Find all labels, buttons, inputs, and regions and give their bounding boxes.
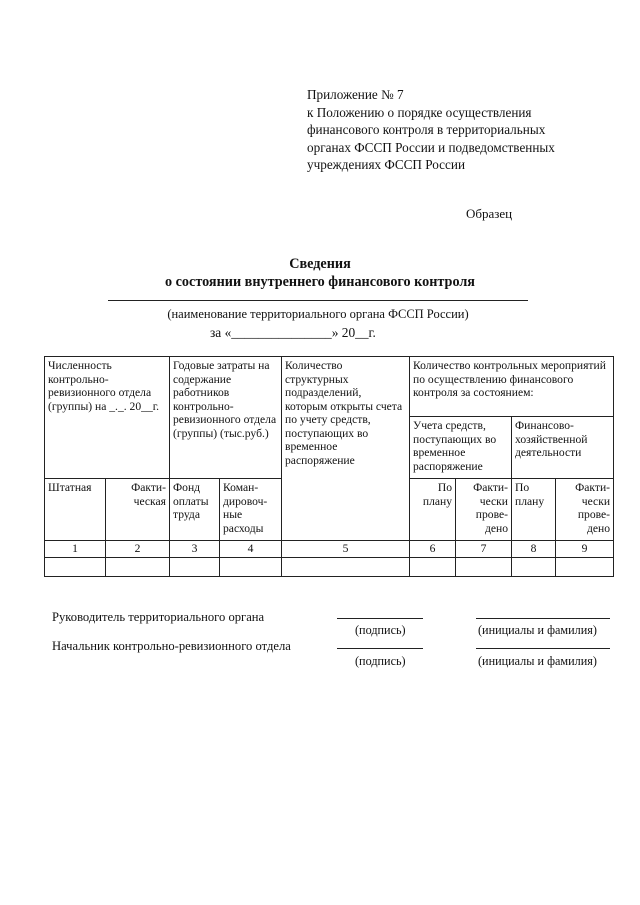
signature-caption: (подпись) xyxy=(355,654,406,668)
column-number: 2 xyxy=(106,541,170,558)
column-number: 9 xyxy=(556,541,614,558)
header-staff-count: Численность контрольно-ревизионного отдела (группы) на _._. 20__г. xyxy=(45,357,170,479)
head-signature-line[interactable] xyxy=(337,618,423,619)
col-travel-expenses: Коман-дировоч-ные расходы xyxy=(220,479,282,541)
org-name-line xyxy=(108,300,528,301)
col-done-economic: Факти-чески прове-дено xyxy=(556,479,614,541)
document-subtitle: о состоянии внутреннего финансового контроля xyxy=(164,274,475,290)
initials-caption: (инициалы и фамилия) xyxy=(478,623,597,637)
appendix-line: органах ФССП России и подведомственных xyxy=(307,139,555,155)
table-cell[interactable] xyxy=(170,557,220,576)
column-number: 1 xyxy=(45,541,106,558)
header-accounting-funds: Учета средств, поступающих во временное распоряжение xyxy=(410,417,512,479)
chief-signature-line[interactable] xyxy=(337,648,423,649)
table-cell[interactable] xyxy=(45,557,106,576)
head-of-body-label: Руководитель территориального органа xyxy=(52,610,265,624)
chief-of-department-label: Начальник контрольно-ревизионного отдела xyxy=(52,639,291,653)
header-structural-units: Количество структурных подразделений, которым открыты счета по учету средств, поступающих во временное распоряжение xyxy=(282,357,410,541)
column-number: 4 xyxy=(220,541,282,558)
col-actual: Факти-ческая xyxy=(106,479,170,541)
chief-initials-line[interactable] xyxy=(476,648,610,649)
table-cell[interactable] xyxy=(220,557,282,576)
initials-caption: (инициалы и фамилия) xyxy=(478,654,597,668)
column-number: 8 xyxy=(512,541,556,558)
report-table xyxy=(44,356,614,577)
sample-label: Образец xyxy=(466,206,513,221)
org-name-caption: (наименование территориального органа ФССП России) xyxy=(167,307,469,321)
col-staffing: Штатная xyxy=(45,479,106,541)
table-cell[interactable] xyxy=(410,557,456,576)
document-title: Сведения xyxy=(289,256,351,272)
header-annual-costs: Годовые затраты на содержание работников контрольно-ревизионного отдела (группы) (тыс.руб.) xyxy=(170,357,282,479)
head-initials-line[interactable] xyxy=(476,618,610,619)
signature-caption: (подпись) xyxy=(355,623,406,637)
appendix-header xyxy=(307,86,627,174)
appendix-line: финансового контроля в территориальных xyxy=(307,122,546,137)
column-number: 7 xyxy=(456,541,512,558)
col-done-accounting: Факти-чески прове-дено xyxy=(456,479,512,541)
column-number: 3 xyxy=(170,541,220,558)
table-cell[interactable] xyxy=(512,557,556,576)
table-cell[interactable] xyxy=(556,557,614,576)
col-plan-economic: По плану xyxy=(512,479,556,541)
col-payroll-fund: Фонд оплаты труда xyxy=(170,479,220,541)
table-cell[interactable] xyxy=(456,557,512,576)
header-control-events: Количество контрольных мероприятий по осуществлению финансового контроля за состоянием: xyxy=(410,357,614,417)
column-number: 6 xyxy=(410,541,456,558)
table-cell[interactable] xyxy=(282,557,410,576)
appendix-line: Приложение № 7 xyxy=(307,87,404,102)
table-row xyxy=(45,557,614,576)
reporting-period: за «_______________» 20__г. xyxy=(210,325,376,340)
column-number: 5 xyxy=(282,541,410,558)
appendix-line: к Положению о порядке осуществления xyxy=(307,104,532,120)
appendix-line: учреждениях ФССП России xyxy=(307,157,465,172)
header-economic-activity: Финансово-хозяйственной деятельности xyxy=(512,417,614,479)
table-cell[interactable] xyxy=(106,557,170,576)
col-plan-accounting: По плану xyxy=(410,479,456,541)
